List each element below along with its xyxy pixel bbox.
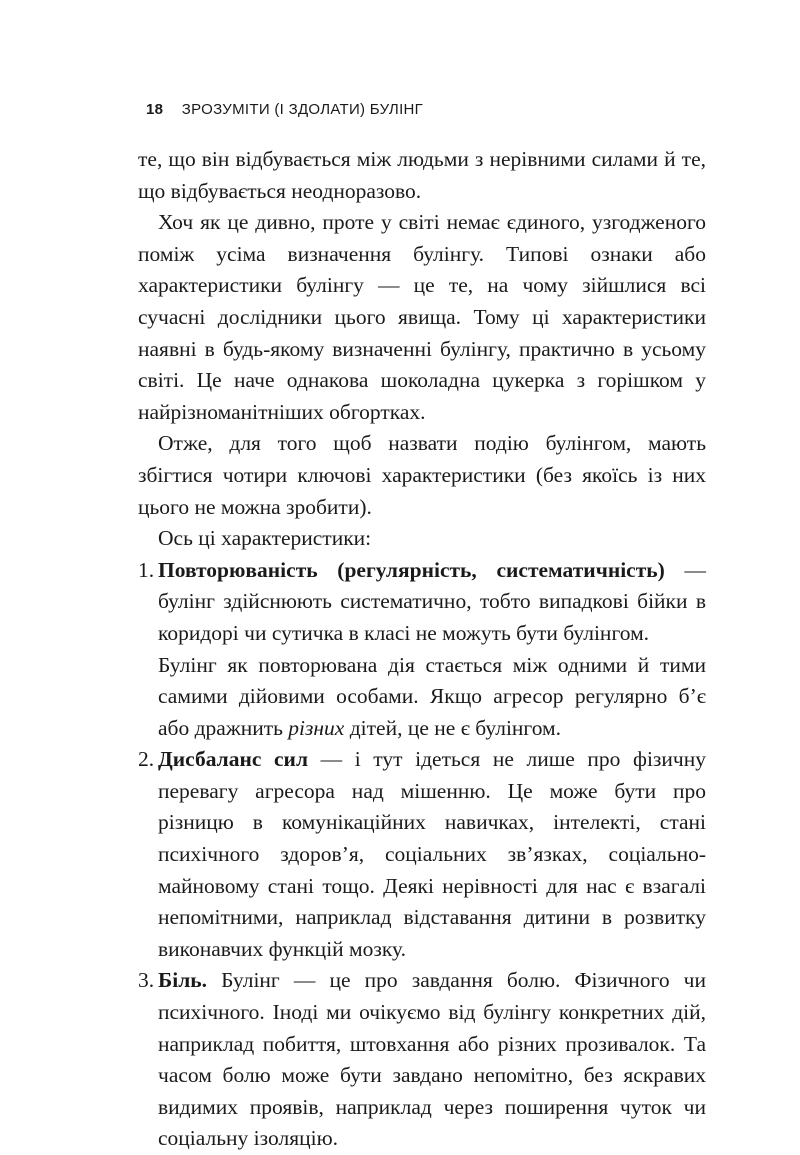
page-number: 18 — [146, 101, 164, 118]
list-marker: 1. — [138, 557, 155, 582]
list-item — [138, 555, 706, 745]
paragraph-3: Отже, для того щоб назвати подію булінгом, мають збігтися чотири ключові характеристики (без якоїсь із них цього не можна зробити). — [138, 431, 706, 519]
characteristics-list — [138, 555, 706, 1155]
list-item-term: Дисбаланс сил — [158, 747, 309, 772]
paragraph-2: Хоч як це дивно, проте у світі немає єдиного, узгодженого поміж усіма визначення булінгу. Типові ознаки або характеристики булінгу — це те, на чому зійшлися всі сучасні дослідники цього явища. Тому ці характеристики наявні в будь-якому визначенні булінгу, практично в усьому світі. Це наче однакова шоколадна цукерка з горішком у найрізноманітніших обгортках. — [138, 210, 706, 424]
list-item — [138, 965, 706, 1155]
list-item-text: Біль. Булінг — це про завдання болю. Фізичного чи психічного. Іноді ми очікуємо від булінгу конкретних дій, наприклад побиття, штовхання або різних прозивалок. Та часом болю може бути завдано непомітно, без яскравих видимих проявів, наприклад через поширення чуток чи соціальну ізоляцію. — [158, 968, 706, 1151]
list-marker: 3. — [138, 968, 155, 993]
list-item-extra: Булінг як повторювана дія стається між одними й тими самими дійовими особами. Якщо агресор регулярно б’є або дражнить різних дітей, це не є булінгом. — [158, 652, 706, 740]
page-body — [138, 144, 706, 1155]
list-item-term: Біль. — [158, 968, 207, 993]
list-item-text: Дисбаланс сил — і тут ідеться не лише про фізичну перевагу агресора над мішенню. Це може бути про різницю в комунікаційних навичках, інтелекті, стані психічного здоров’я, соціальних зв’язках, соціально-майновому стані тощо. Деякі нерівності для нас є взагалі непомітними, наприклад відставання дитини в розвитку виконавчих функцій мозку. — [158, 747, 706, 961]
list-item-text: Повторюваність (регулярність, систематичність) — булінг здійснюють систематично, тобто випадкові бійки в коридорі чи сутичка в класі не можуть бути булінгом. — [158, 557, 706, 645]
paragraph-4: Ось ці характеристики: — [158, 526, 372, 551]
running-header — [146, 101, 423, 118]
list-item — [138, 744, 706, 965]
list-item-term: Повторюваність (регулярність, систематичність) — [158, 557, 665, 582]
emphasis: різних — [288, 715, 345, 740]
running-title: ЗРОЗУМІТИ (І ЗДОЛАТИ) БУЛІНГ — [181, 101, 424, 118]
list-marker: 2. — [138, 747, 155, 772]
paragraph-1: те, що він відбувається між людьми з нерівними силами й те, що відбувається неодноразово. — [138, 147, 706, 203]
